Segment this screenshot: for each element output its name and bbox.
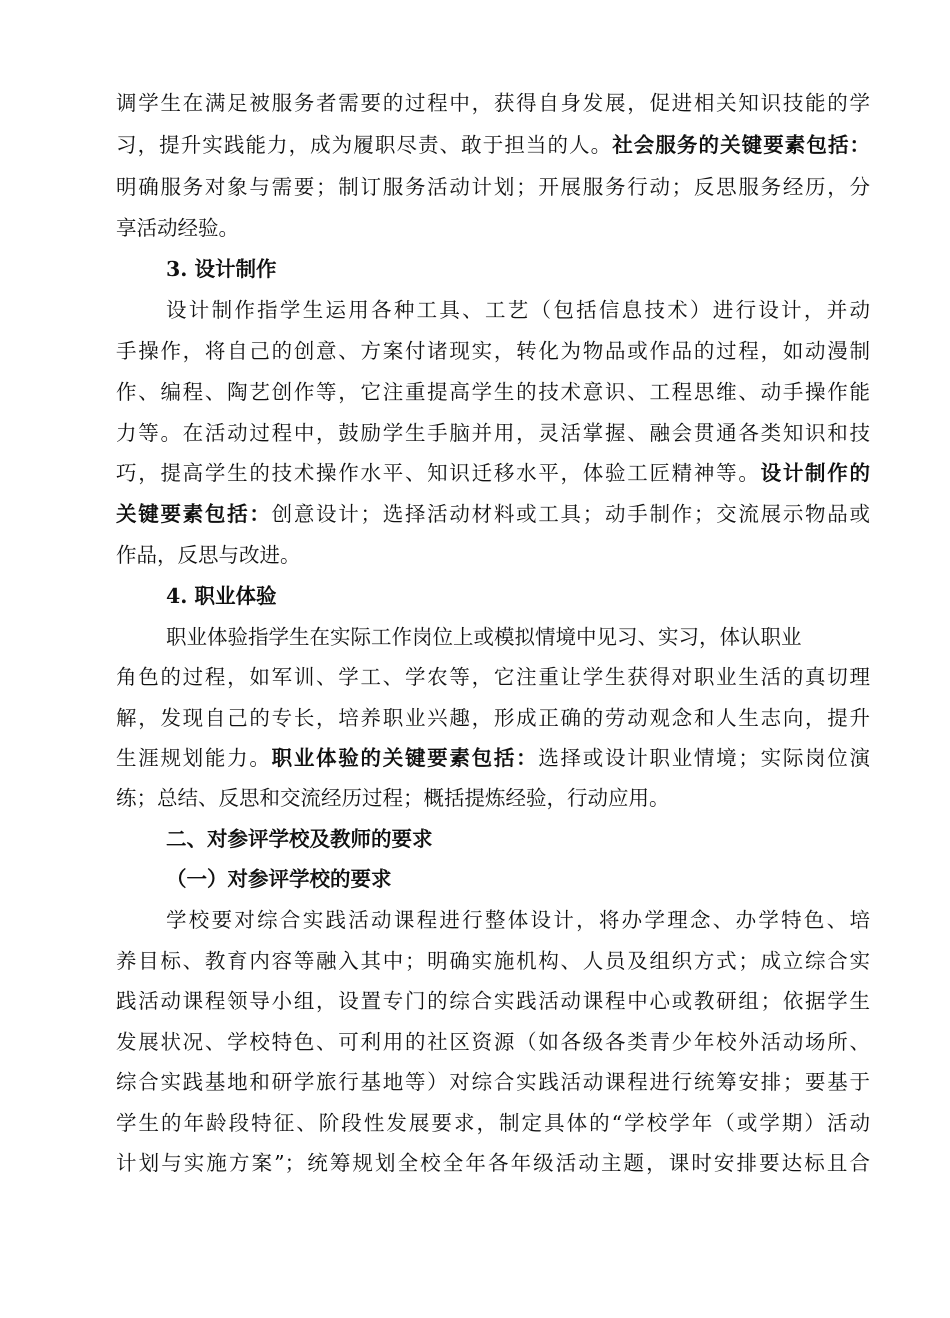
body-text: 选择或设计职业情境；实际岗位演 bbox=[538, 746, 871, 770]
paragraph-line: 练；总结、反思和交流经历过程；概括提炼经验，行动应用。 bbox=[116, 786, 670, 810]
paragraph-line: 综合实践基地和研学旅行基地等）对综合实践活动课程进行统筹安排；要基于 bbox=[116, 1070, 870, 1094]
subsection-heading: （一）对参评学校的要求 bbox=[166, 867, 392, 891]
bold-key-elements: 职业体验的关键要素包括： bbox=[271, 746, 539, 770]
section-heading: 4. 职业体验 bbox=[166, 584, 277, 608]
paragraph-line: 发展状况、学校特色、可利用的社区资源（如各级各类青少年校外活动场所、 bbox=[116, 1030, 870, 1054]
paragraph-line bbox=[116, 493, 870, 535]
body-text: 生涯规划能力。 bbox=[116, 746, 272, 770]
paragraph-line: 手操作，将自己的创意、方案付诸现实，转化为物品或作品的过程，如动漫制 bbox=[116, 339, 870, 363]
body-text: 习，提升实践能力，成为履职尽责、敢于担当的人。 bbox=[116, 133, 613, 157]
body-text: 创意设计；选择活动材料或工具；动手制作；交流展示物品或 bbox=[271, 502, 871, 526]
section-heading: 3. 设计制作 bbox=[166, 257, 277, 281]
chapter-heading: 二、对参评学校及教师的要求 bbox=[166, 827, 433, 851]
paragraph-line: 设计制作指学生运用各种工具、工艺（包括信息技术）进行设计，并动 bbox=[166, 298, 870, 322]
paragraph-line: 学生的年龄段特征、阶段性发展要求，制定具体的“学校学年（或学期）活动 bbox=[116, 1111, 870, 1135]
paragraph-line: 明确服务对象与需要；制订服务活动计划；开展服务行动；反思服务经历，分 bbox=[116, 175, 870, 199]
paragraph-line: 践活动课程领导小组，设置专门的综合实践活动课程中心或教研组；依据学生 bbox=[116, 989, 870, 1013]
paragraph-line: 学校要对综合实践活动课程进行整体设计，将办学理念、办学特色、培 bbox=[166, 908, 870, 932]
bold-key-elements: 设计制作的 bbox=[760, 461, 871, 485]
paragraph-line: 计划与实施方案”；统筹规划全校全年各年级活动主题，课时安排要达标且合 bbox=[116, 1151, 870, 1175]
paragraph-line: 角色的过程，如军训、学工、学农等，它注重让学生获得对职业生活的真切理 bbox=[116, 665, 870, 689]
bold-key-elements: 关键要素包括： bbox=[116, 502, 272, 526]
paragraph-line bbox=[116, 737, 870, 779]
paragraph-line: 职业体验指学生在实际工作岗位上或模拟情境中见习、实习，体认职业 bbox=[166, 625, 802, 649]
paragraph-line bbox=[116, 452, 870, 494]
paragraph-line: 作、编程、陶艺创作等，它注重提高学生的技术意识、工程思维、动手操作能 bbox=[116, 380, 870, 404]
paragraph-line: 调学生在满足被服务者需要的过程中，获得自身发展，促进相关知识技能的学 bbox=[116, 91, 870, 115]
paragraph-line: 作品，反思与改进。 bbox=[116, 543, 301, 567]
paragraph-line: 力等。在活动过程中，鼓励学生手脑并用，灵活掌握、融会贯通各类知识和技 bbox=[116, 421, 870, 445]
paragraph-line: 养目标、教育内容等融入其中；明确实施机构、人员及组织方式；成立综合实 bbox=[116, 949, 870, 973]
paragraph-line: 解，发现自己的专长，培养职业兴趣，形成正确的劳动观念和人生志向，提升 bbox=[116, 706, 870, 730]
paragraph-line: 享活动经验。 bbox=[116, 216, 239, 240]
bold-key-elements: 社会服务的关键要素包括： bbox=[612, 133, 871, 157]
paragraph-line bbox=[116, 124, 870, 166]
body-text: 巧，提高学生的技术操作水平、知识迁移水平，体验工匠精神等。 bbox=[116, 461, 761, 485]
